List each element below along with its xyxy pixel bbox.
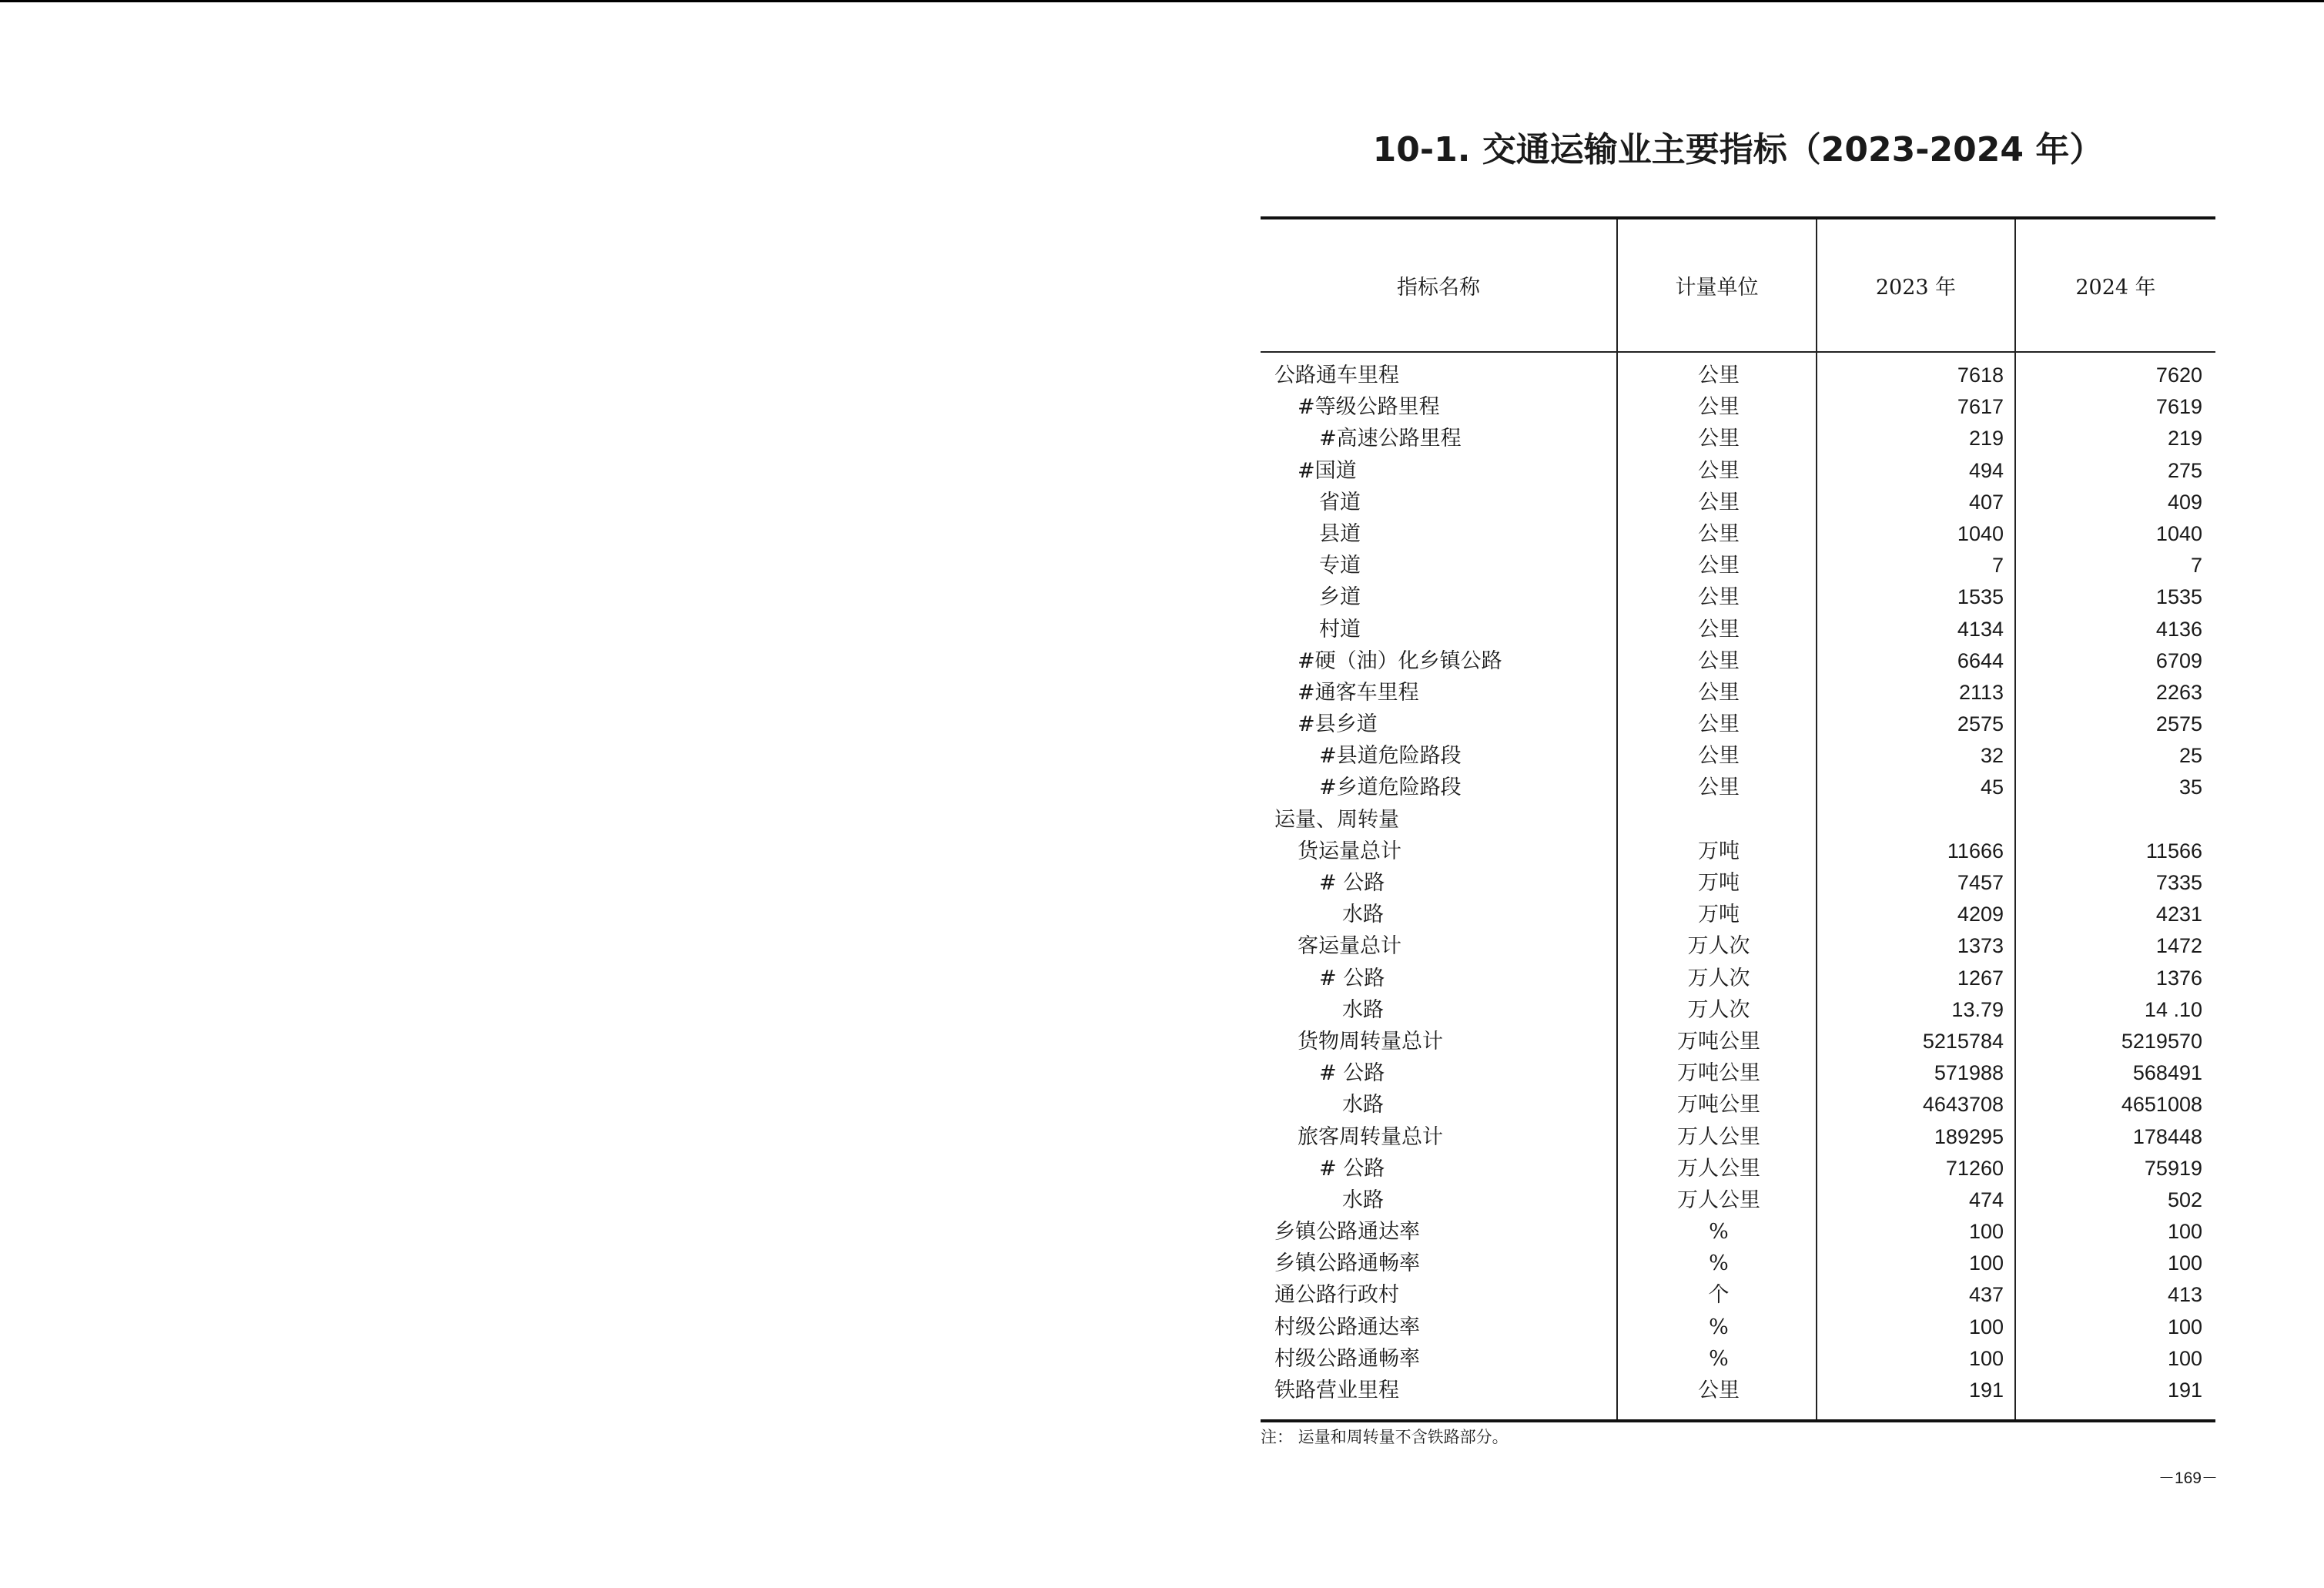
value-2023-cell: 7 [1991,554,2004,578]
unit-cell: 万人次 [1687,997,1750,1022]
header-2024: 2024 年 [2075,276,2156,300]
value-2024-cell: 1376 [2155,966,2202,990]
value-2024-cell: 178448 [2132,1124,2202,1148]
table-row [1261,1026,2215,1057]
indicator-cell: #硬（油）化乡镇公路 [1298,648,1502,673]
unit-cell: 公里 [1698,1379,1740,1402]
unit-cell: % [1709,1315,1729,1339]
value-2024-cell: 191 [2167,1379,2202,1402]
table-row [1261,1089,2215,1121]
header-indicator: 指标名称 [1397,276,1480,300]
value-2024-cell: 7335 [2155,871,2202,894]
indicator-cell: 运量、周转量 [1274,807,1399,832]
indicator-cell: #通客车里程 [1298,680,1419,705]
value-2023-cell: 571988 [1934,1061,2004,1085]
unit-cell: 万人公里 [1677,1124,1760,1149]
indicator-cell: #高速公路里程 [1319,427,1462,451]
value-2024-cell: 100 [2167,1315,2202,1338]
indicator-cell: 村级公路通达率 [1274,1315,1420,1339]
data-table [1261,216,2215,1422]
unit-cell: 公里 [1698,490,1740,514]
unit-cell: 公里 [1698,458,1740,483]
value-2024-cell: 100 [2167,1220,2202,1244]
unit-cell: 万人次 [1687,966,1750,990]
indicator-cell: 货物周转量总计 [1298,1029,1443,1054]
table-row [1261,709,2215,740]
unit-cell: 万人公里 [1677,1188,1760,1212]
value-2024-cell: 5219570 [2121,1029,2202,1053]
value-2023-cell: 13.79 [1951,997,2004,1021]
value-2023-cell [1819,804,2004,836]
value-2024-cell: 11566 [2145,839,2202,863]
indicator-cell: # 公路 [1319,1061,1385,1086]
indicator-cell: 专道 [1319,554,1361,578]
unit-cell: 公里 [1698,395,1740,420]
table-row [1261,1248,2215,1279]
table-row [1261,963,2215,994]
table-row [1261,1057,2215,1089]
value-2024-cell: 1040 [2155,521,2202,545]
indicator-cell: 水路 [1342,1093,1384,1117]
table-row [1261,899,2215,930]
unit-cell: 公里 [1698,585,1740,610]
value-2024-cell: 7620 [2155,363,2202,387]
value-2024-cell: 413 [2167,1283,2202,1307]
indicator-cell: # 公路 [1319,871,1385,895]
table-row [1261,1153,2215,1184]
value-2023-cell: 494 [1968,458,2004,482]
value-2024-cell: 4651008 [2121,1093,2202,1117]
value-2024-cell: 6709 [2155,648,2202,672]
value-2023-cell: 100 [1968,1251,2004,1275]
table-row [1261,804,2215,836]
table-row [1261,1312,2215,1343]
value-2024-cell: 219 [2167,427,2202,451]
unit-cell: 万吨公里 [1677,1029,1760,1054]
value-2023-cell: 437 [1968,1283,2004,1307]
indicator-cell: 水路 [1342,997,1384,1022]
value-2024-cell: 25 [2178,744,2202,768]
indicator-cell: 旅客周转量总计 [1298,1124,1443,1149]
table-row [1261,423,2215,454]
value-2023-cell: 4643708 [1922,1093,2004,1117]
value-2024-cell: 275 [2167,458,2202,482]
value-2023-cell: 100 [1968,1315,2004,1338]
table-row [1261,1279,2215,1311]
value-2023-cell: 11666 [1947,839,2004,863]
header-2023: 2023 年 [1875,276,1957,300]
unit-cell: 公里 [1698,617,1740,642]
value-2024-cell: 2263 [2155,680,2202,704]
unit-cell: 万人次 [1687,934,1750,959]
header-divider [1261,351,2215,353]
table-body [1261,360,2215,1406]
table-row [1261,1343,2215,1375]
indicator-cell: 省道 [1319,490,1361,514]
value-2024-cell: 14 .10 [2144,997,2202,1021]
table-row [1261,550,2215,581]
table-row [1261,518,2215,550]
value-2023-cell: 191 [1968,1379,2004,1402]
table-row [1261,772,2215,803]
indicator-cell: 客运量总计 [1298,934,1401,959]
unit-cell: 万人公里 [1677,1156,1760,1181]
top-border-rule [0,0,2324,2]
table-row [1261,645,2215,677]
value-2024-cell: 2575 [2155,712,2202,736]
footnote: 注： 运量和周转量不含铁路部分。 [1261,1428,1509,1446]
indicator-cell: 通公路行政村 [1274,1283,1399,1308]
value-2024-cell: 409 [2167,490,2202,514]
table-row [1261,487,2215,518]
indicator-cell: #国道 [1298,458,1357,483]
indicator-cell: 水路 [1342,1188,1384,1212]
value-2023-cell: 1373 [1957,934,2004,958]
unit-cell: 万吨 [1698,839,1740,863]
unit-cell: 公里 [1698,648,1740,673]
indicator-cell: 公路通车里程 [1274,363,1399,387]
value-2023-cell: 219 [1968,427,2004,451]
value-2023-cell: 6644 [1957,648,2004,672]
table-row [1261,455,2215,487]
value-2024-cell: 7619 [2155,395,2202,419]
table-title: 10-1. 交通运输业主要指标（2023-2024 年） [1372,130,2104,169]
value-2023-cell: 71260 [1945,1156,2004,1180]
unit-cell: 万吨 [1698,903,1740,927]
table-row [1261,740,2215,772]
header-unit: 计量单位 [1675,276,1759,300]
indicator-cell: 乡镇公路通畅率 [1274,1251,1420,1276]
unit-cell: 公里 [1698,363,1740,387]
unit-cell [1619,804,1819,836]
unit-cell: 公里 [1698,744,1740,769]
value-2023-cell: 407 [1968,490,2004,514]
indicator-cell: 铁路营业里程 [1274,1379,1399,1402]
value-2023-cell: 1535 [1957,585,2004,609]
indicator-cell: # 公路 [1319,1156,1385,1181]
indicator-cell: #县道危险路段 [1319,744,1462,769]
value-2024-cell: 7 [2190,554,2202,578]
value-2023-cell: 2113 [1958,680,2004,704]
value-2024-cell: 1472 [2155,934,2202,958]
table-row [1261,360,2215,391]
value-2023-cell: 1267 [1957,966,2004,990]
unit-cell: 个 [1708,1283,1730,1308]
value-2024-cell: 4136 [2155,617,2202,641]
indicator-cell: 乡镇公路通达率 [1274,1220,1420,1245]
table-row [1261,391,2215,423]
table-row [1261,581,2215,613]
value-2023-cell: 2575 [1957,712,2004,736]
unit-cell: 公里 [1698,554,1740,578]
value-2023-cell: 45 [1980,776,2004,799]
unit-cell: % [1709,1251,1729,1276]
table-row [1261,1375,2215,1406]
value-2023-cell: 474 [1968,1188,2004,1211]
indicator-cell: 乡道 [1319,585,1361,610]
unit-cell: % [1709,1346,1729,1371]
table-row [1261,1121,2215,1153]
table-row [1261,836,2215,867]
unit-cell: 公里 [1698,680,1740,705]
value-2024-cell: 35 [2178,776,2202,799]
value-2023-cell: 4134 [1957,617,2004,641]
value-2024-cell: 502 [2167,1188,2202,1211]
indicator-cell: 水路 [1342,903,1384,927]
value-2024-cell: 100 [2167,1346,2202,1370]
value-2023-cell: 1040 [1957,521,2004,545]
value-2023-cell: 100 [1968,1346,2004,1370]
unit-cell: 公里 [1698,427,1740,451]
unit-cell: % [1709,1220,1729,1245]
unit-cell: 万吨公里 [1677,1061,1760,1086]
value-2023-cell: 4209 [1957,903,2004,926]
value-2023-cell: 7618 [1957,363,2004,387]
unit-cell: 万吨公里 [1677,1093,1760,1117]
page-number: －169－ [2158,1469,2218,1487]
indicator-cell: #县乡道 [1298,712,1378,737]
unit-cell: 公里 [1698,521,1740,546]
table-row [1261,867,2215,899]
unit-cell: 公里 [1698,712,1740,737]
indicator-cell: #乡道危险路段 [1319,776,1462,800]
table-row [1261,614,2215,645]
table-row [1261,994,2215,1026]
table-row [1261,677,2215,709]
value-2024-cell [2018,804,2202,836]
unit-cell: 万吨 [1698,871,1740,895]
value-2023-cell: 32 [1980,744,2004,768]
value-2024-cell: 568491 [2132,1061,2202,1085]
indicator-cell: # 公路 [1319,966,1385,990]
value-2023-cell: 5215784 [1922,1029,2004,1053]
value-2024-cell: 75919 [2144,1156,2202,1180]
table-row [1261,1216,2215,1248]
value-2024-cell: 100 [2167,1251,2202,1275]
unit-cell: 公里 [1698,776,1740,800]
indicator-cell: #等级公路里程 [1298,395,1440,420]
value-2023-cell: 7617 [1957,395,2004,419]
value-2023-cell: 189295 [1934,1124,2004,1148]
indicator-cell: 村级公路通畅率 [1274,1346,1420,1371]
indicator-cell: 货运量总计 [1298,839,1401,863]
indicator-cell: 村道 [1319,617,1361,642]
value-2023-cell: 100 [1968,1220,2004,1244]
table-row [1261,930,2215,962]
value-2024-cell: 1535 [2155,585,2202,609]
value-2024-cell: 4231 [2155,903,2202,926]
indicator-cell: 县道 [1319,521,1361,546]
value-2023-cell: 7457 [1957,871,2004,894]
table-row [1261,1184,2215,1216]
